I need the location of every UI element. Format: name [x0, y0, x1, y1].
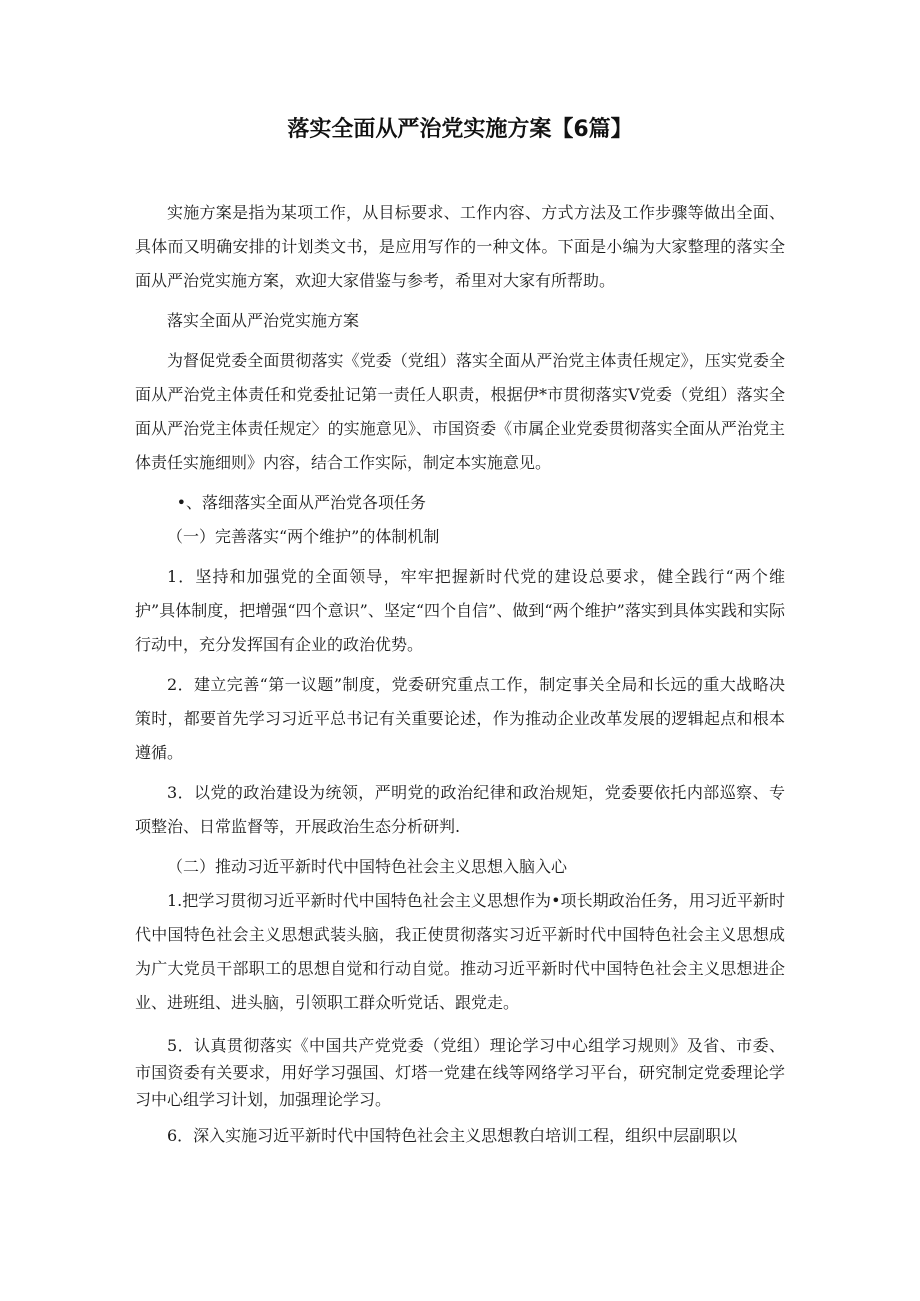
chapter-heading: •、落细落实全面从严治党各项任务 [176, 493, 427, 512]
intro-paragraph: 实施方案是指为某项工作，从目标要求、工作内容、方式方法及工作步骤等做出全面、具体而又明确安排的计划类文书，是应用写作的一种文体。下面是小编为大家整理的落实全面从严治党实施方案，欢迎大家借鉴与参考，希里对大家有所帮助。 [135, 203, 785, 290]
document-body [135, 196, 785, 1153]
body-paragraph: 为督促党委全面贯彻落实《党委（党组）落实全面从严治党主体责任规定》，压实党委全面从严治党主体责任和党委扯记第一责任人职责，根据伊*市贯彻落实V党委（党组）落实全面从严治党主体责任规定〉的实施意见》、市国资委《市属企业党委贯彻落实全面从严治党主体责任实施细则》内容，结合工作实际，制定本实施意见。 [135, 351, 785, 472]
section-heading: 落实全面从严治党实施方案 [167, 311, 360, 330]
list-item: 1．坚持和加强党的全面领导，牢牢把握新时代党的建设总要求，健全践行“两个维护”具体制度，把增强“四个意识”、坚定“四个自信”、做到“两个维护”落实到具体实践和实际行动中，充分发挥国有企业的政治优势。 [135, 567, 785, 654]
subsection-heading: （二）推动习近平新时代中国特色社会主义思想入脑入心 [167, 857, 568, 876]
list-item: 1.把学习贯彻习近平新时代中国特色社会主义思想作为•项长期政治任务，用习近平新时代中国特色社会主义思想武装头脑，我正使贯彻落实习近平新时代中国特色社会主义思想成为广大党员干部职工的思想自觉和行动自觉。推动习近平新时代中国特色社会主义思想进企业、进班组、进头脑，引领职工群众听党话、跟党走。 [135, 891, 785, 1012]
list-item: 3．以党的政治建设为统领，严明党的政治纪律和政治规矩，党委要依托内部巡察、专项整治、日常监督等，开展政治生态分析研判. [135, 783, 785, 836]
list-item: 6．深入实施习近平新时代中国特色社会主义思想教白培训工程，组织中层副职以 [167, 1126, 738, 1145]
subsection-heading: （一）完善落实“两个维护”的体制机制 [167, 527, 440, 546]
list-item: 2．建立完善“第一议题”制度，党委研究重点工作，制定事关全局和长远的重大战略决策时，都要首先学习习近平总书记有关重要论述，作为推动企业改革发展的逻辑起点和根本遵循。 [135, 675, 785, 762]
document-title: 落实全面从严治党实施方案【6篇】 [287, 117, 633, 142]
list-item: 5．认真贯彻落实《中国共产党党委（党组）理论学习中心组学习规则》及省、市委、市国资委有关要求，用好学习强国、灯塔一党建在线等网络学习平台，研究制定党委理论学习中心组学习计划，加强理论学习。 [135, 1036, 785, 1109]
